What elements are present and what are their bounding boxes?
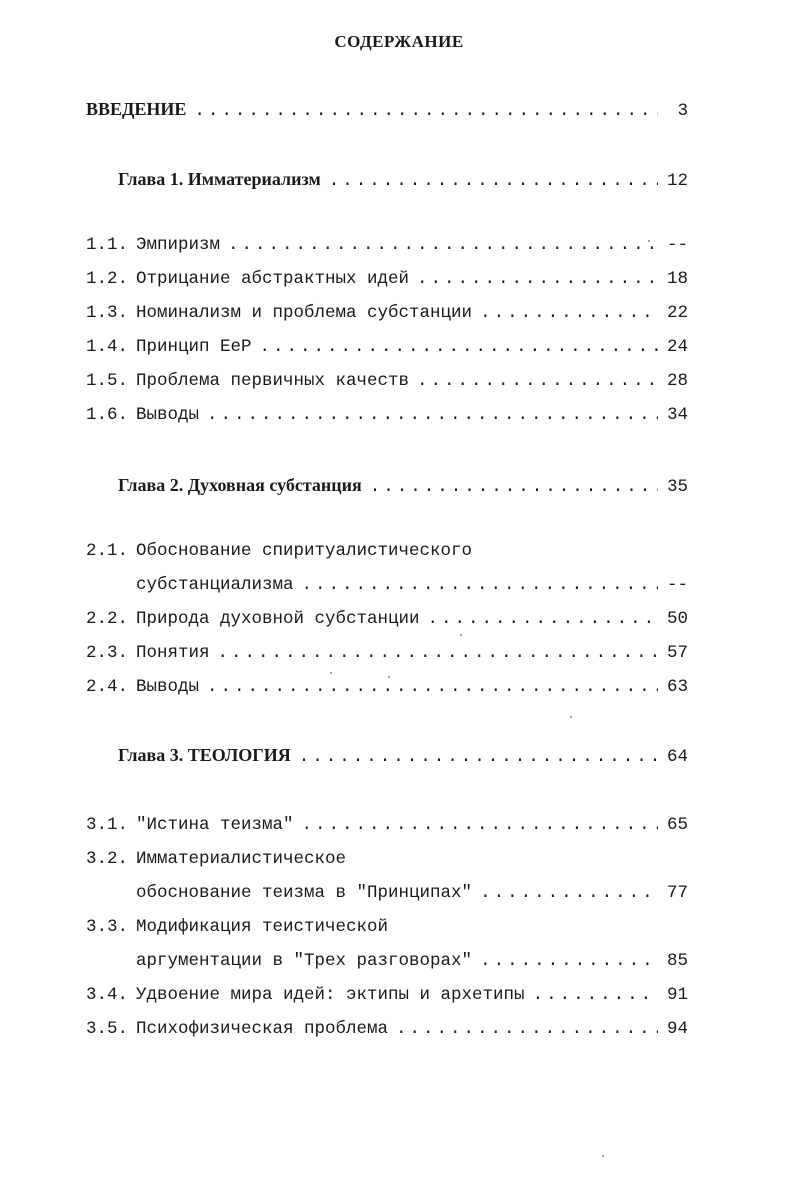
section-number: 1.5. (86, 371, 129, 391)
leader-dots (299, 744, 658, 770)
section-label: Выводы (136, 677, 200, 697)
toc-section-1-2 (86, 266, 688, 292)
leader-dots (480, 948, 658, 974)
section-number: 2.1. (86, 541, 129, 561)
toc-chapter-1 (118, 166, 688, 192)
section-page: 22 (666, 303, 688, 323)
toc-section-2-2 (86, 606, 688, 632)
section-label: аргументации в "Трех разговорах" (136, 951, 473, 971)
toc-section-1-5 (86, 368, 688, 394)
section-page: 28 (666, 371, 688, 391)
toc-chapter-2 (118, 472, 688, 498)
toc-section-2-4 (86, 674, 688, 700)
page-title: СОДЕРЖАНИЕ (334, 32, 464, 51)
section-label: Номинализм и проблема субстанции (136, 303, 473, 323)
section-page: 91 (666, 985, 688, 1005)
leader-dots (417, 368, 658, 394)
section-number: 3.3. (86, 917, 129, 937)
leader-dots (533, 982, 658, 1008)
toc-section-3-3 (86, 948, 688, 974)
section-page: 34 (666, 405, 688, 425)
section-number: 2.2. (86, 609, 129, 629)
section-page: 57 (666, 643, 688, 663)
chapter-page: 35 (666, 477, 688, 497)
leader-dots (302, 812, 658, 838)
section-page: 24 (666, 337, 688, 357)
leader-dots (218, 640, 658, 666)
section-number: 3.5. (86, 1019, 129, 1039)
section-page: 85 (666, 951, 688, 971)
toc-section-1-6 (86, 402, 688, 428)
section-label: Природа духовной субстанции (136, 609, 420, 629)
section-label: Проблема первичных качеств (136, 371, 410, 391)
leader-dots (207, 674, 658, 700)
leader-dots (396, 1016, 658, 1042)
chapter-page: 12 (666, 171, 688, 191)
scan-speck (648, 240, 650, 242)
section-label: Принцип ЕеР (136, 337, 252, 357)
toc-section-1-4 (86, 334, 688, 360)
toc-section-3-5 (86, 1016, 688, 1042)
section-number: 1.6. (86, 405, 129, 425)
chapter-label: Глава 1. Имматериализм (118, 169, 321, 189)
section-page: 94 (666, 1019, 688, 1039)
toc-section-3-1 (86, 812, 688, 838)
section-number: 3.4. (86, 985, 129, 1005)
section-label-line1: Модификация теистической (136, 917, 389, 937)
scan-speck (602, 1155, 604, 1157)
entry-page: 3 (677, 101, 688, 121)
section-page: 18 (666, 269, 688, 289)
section-number: 1.2. (86, 269, 129, 289)
toc-section-3-4 (86, 982, 688, 1008)
section-page: 50 (666, 609, 688, 629)
section-label: субстанциализма (136, 575, 294, 595)
section-number: 3.1. (86, 815, 129, 835)
leader-dots (302, 572, 658, 598)
section-page: -- (666, 575, 688, 595)
section-page: -- (666, 235, 688, 255)
leader-dots (480, 300, 658, 326)
scan-speck (570, 716, 572, 718)
section-label: Отрицание абстрактных идей (136, 269, 410, 289)
toc-entry-intro (86, 96, 688, 122)
leader-dots (207, 402, 658, 428)
leader-dots (260, 334, 658, 360)
section-label: Понятия (136, 643, 210, 663)
leader-dots (480, 880, 658, 906)
leader-dots (329, 168, 658, 194)
section-label-line1: Имматериалистическое (136, 849, 347, 869)
chapter-page: 64 (666, 747, 688, 767)
section-label-line1: Обоснование спиритуалистического (136, 541, 473, 561)
leader-dots (194, 98, 658, 124)
section-page: 65 (666, 815, 688, 835)
toc-chapter-3 (118, 742, 688, 768)
leader-dots (417, 266, 658, 292)
section-label: "Истина теизма" (136, 815, 294, 835)
leader-dots (428, 606, 658, 632)
scan-speck (460, 634, 462, 636)
section-label: обоснование теизма в "Принципах" (136, 883, 473, 903)
section-number: 1.4. (86, 337, 129, 357)
leader-dots (370, 474, 658, 500)
chapter-label: Глава 2. Духовная субстанция (118, 475, 362, 495)
section-number: 3.2. (86, 849, 129, 869)
section-page: 63 (666, 677, 688, 697)
section-number: 1.3. (86, 303, 129, 323)
section-label: Выводы (136, 405, 200, 425)
section-label: Эмпиризм (136, 235, 221, 255)
toc-section-3-2 (86, 880, 688, 906)
section-number: 2.3. (86, 643, 129, 663)
toc-section-2-3 (86, 640, 688, 666)
toc-section-1-1 (86, 232, 688, 258)
chapter-label: Глава 3. ТЕОЛОГИЯ (118, 745, 291, 765)
section-label: Психофизическая проблема (136, 1019, 389, 1039)
toc-section-2-1-line1 (86, 538, 472, 564)
scan-speck (330, 672, 332, 674)
section-number: 2.4. (86, 677, 129, 697)
toc-section-3-2-line1 (86, 846, 346, 872)
scan-speck (388, 676, 390, 678)
toc-section-1-3 (86, 300, 688, 326)
leader-dots (228, 232, 658, 258)
section-number: 1.1. (86, 235, 129, 255)
toc-section-3-3-line1 (86, 914, 388, 940)
entry-label: ВВЕДЕНИЕ (86, 99, 187, 119)
toc-section-2-1 (86, 572, 688, 598)
section-page: 77 (666, 883, 688, 903)
section-label: Удвоение мира идей: эктипы и архетипы (136, 985, 525, 1005)
